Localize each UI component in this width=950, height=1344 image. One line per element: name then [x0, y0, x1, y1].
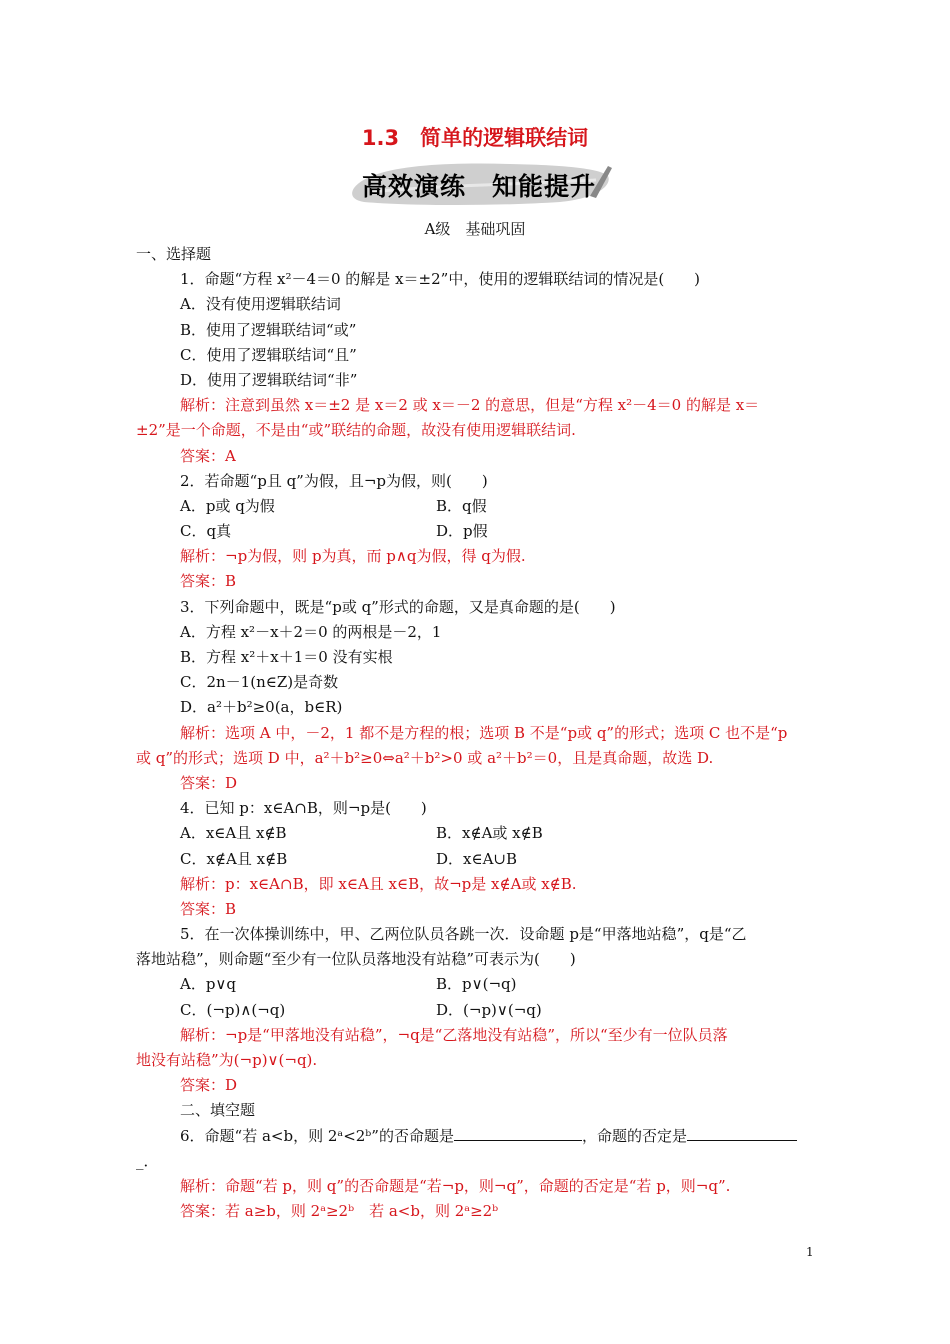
question-2-option-d: D．p假	[436, 522, 488, 541]
question-5-analysis-line-2: 地没有站稳”为(¬p)∨(¬q).	[136, 1051, 318, 1069]
question-2-options-row-1	[136, 494, 816, 519]
question-6-stem-part-1: 6．命题“若 a<b，则 2ᵃ<2ᵇ”的否命题是	[180, 1126, 454, 1145]
question-6-stem	[136, 1124, 816, 1149]
question-3-option-a: A．方程 x²－x＋2＝0 的两根是－2，1	[180, 622, 442, 641]
question-4-option-d: D．x∈A∪B	[436, 849, 518, 868]
question-4-options-row-1	[136, 821, 816, 846]
question-2-option-c: C．q真	[180, 522, 232, 541]
level-heading: A级 基础巩固	[424, 220, 526, 238]
section-fill-heading: 二、填空题	[180, 1101, 256, 1120]
question-1-option-d: D．使用了逻辑联结词“非”	[180, 370, 358, 389]
question-5-answer: 答案：D	[180, 1076, 238, 1095]
question-6-stem-end: _．	[136, 1151, 159, 1170]
question-6-blank-1[interactable]	[454, 1126, 582, 1141]
question-3-option-b: B．方程 x²＋x＋1＝0 没有实根	[180, 648, 393, 666]
question-1-stem: 1．命题“方程 x²－4＝0 的解是 x＝±2”中，使用的逻辑联结词的情况是( )	[180, 270, 701, 289]
question-6-answer: 答案：若 a≥b，则 2ᵃ≥2ᵇ 若 a<b，则 2ᵃ≥2ᵇ	[180, 1202, 499, 1221]
question-4-analysis: 解析：p：x∈A∩B，即 x∈A且 x∈B，故¬p是 x∉A或 x∉B.	[180, 874, 577, 893]
banner-text: 高效演练 知能提升	[362, 172, 597, 201]
question-3-stem: 3．下列命题中，既是“p或 q”形式的命题，又是真命题的是( )	[180, 597, 616, 616]
banner	[350, 158, 612, 208]
question-4-options-row-2	[136, 847, 816, 872]
question-1-analysis-line-1: 解析：注意到虽然 x＝±2 是 x＝2 或 x＝－2 的意思，但是“方程 x²－4＝0 的解是 x＝	[180, 396, 760, 415]
question-2-answer: 答案：B	[180, 572, 237, 591]
question-4-stem: 4．已知 p：x∈A∩B，则¬p是( )	[180, 799, 427, 818]
question-3-option-d: D．a²＋b²≥0(a，b∈R)	[180, 698, 343, 717]
question-6-stem-part-2: ，命题的否定是	[581, 1126, 687, 1145]
question-5-option-b: B．p∨(¬q)	[436, 975, 517, 994]
question-5-option-d: D．(¬p)∨(¬q)	[436, 1000, 542, 1019]
section-title: 1.3 简单的逻辑联结词	[361, 126, 589, 150]
question-4-option-a: A．x∈A且 x∉B	[180, 824, 287, 843]
question-4-answer: 答案：B	[180, 899, 237, 918]
question-5-options-row-1	[136, 972, 816, 997]
question-5-option-a: A．p∨q	[180, 975, 237, 994]
question-1-analysis-line-2: ±2”是一个命题，不是由“或”联结的命题，故没有使用逻辑联结词.	[136, 421, 576, 440]
question-1-option-c: C．使用了逻辑联结词“且”	[180, 345, 357, 364]
page-number: 1	[806, 1245, 814, 1259]
question-2-option-a: A．p或 q为假	[180, 496, 275, 515]
question-5-option-c: C．(¬p)∧(¬q)	[180, 1000, 286, 1019]
question-6-analysis: 解析：命题“若 p，则 q”的否命题是“若¬p，则¬q”，命题的否定是“若 p，则¬q”.	[180, 1176, 731, 1195]
question-3-analysis-line-1: 解析：选项 A 中，－2，1 都不是方程的根；选项 B 不是“p或 q”的形式；选项 C 也不是“p	[180, 723, 788, 742]
question-1-option-a: A．没有使用逻辑联结词	[180, 295, 341, 314]
section-choice-heading: 一、选择题	[136, 245, 212, 263]
question-3-option-c: C．2n－1(n∈Z)是奇数	[180, 673, 339, 692]
exercise-content	[136, 242, 816, 1224]
question-5-stem-line-2: 落地站稳”，则命题“至少有一位队员落地没有站稳”可表示为( )	[136, 950, 576, 969]
question-1-answer: 答案：A	[180, 446, 236, 465]
question-5-analysis-line-1: 解析：¬p是“甲落地没有站稳”，¬q是“乙落地没有站稳”，所以“至少有一位队员落	[180, 1025, 728, 1044]
question-2-analysis: 解析：¬p为假，则 p为真，而 p∧q为假，得 q为假.	[180, 547, 526, 566]
question-5-options-row-2	[136, 998, 816, 1023]
question-3-analysis-line-2: 或 q”的形式；选项 D 中，a²＋b²≥0⇔a²＋b²>0 或 a²＋b²＝0，且是真命题，故选 D.	[136, 748, 714, 767]
question-4-option-b: B．x∉A或 x∉B	[436, 824, 543, 843]
question-2-options-row-2	[136, 519, 816, 544]
question-2-stem: 2．若命题“p且 q”为假，且¬p为假，则( )	[180, 471, 488, 490]
question-2-option-b: B．q假	[436, 496, 487, 515]
question-5-stem-line-1: 5．在一次体操训练中，甲、乙两位队员各跳一次．设命题 p是“甲落地站稳”，q是“乙	[180, 925, 747, 944]
question-3-answer: 答案：D	[180, 773, 238, 792]
question-6-blank-2[interactable]	[687, 1126, 797, 1141]
question-4-option-c: C．x∉A且 x∉B	[180, 849, 288, 868]
question-1-option-b: B．使用了逻辑联结词“或”	[180, 320, 357, 339]
